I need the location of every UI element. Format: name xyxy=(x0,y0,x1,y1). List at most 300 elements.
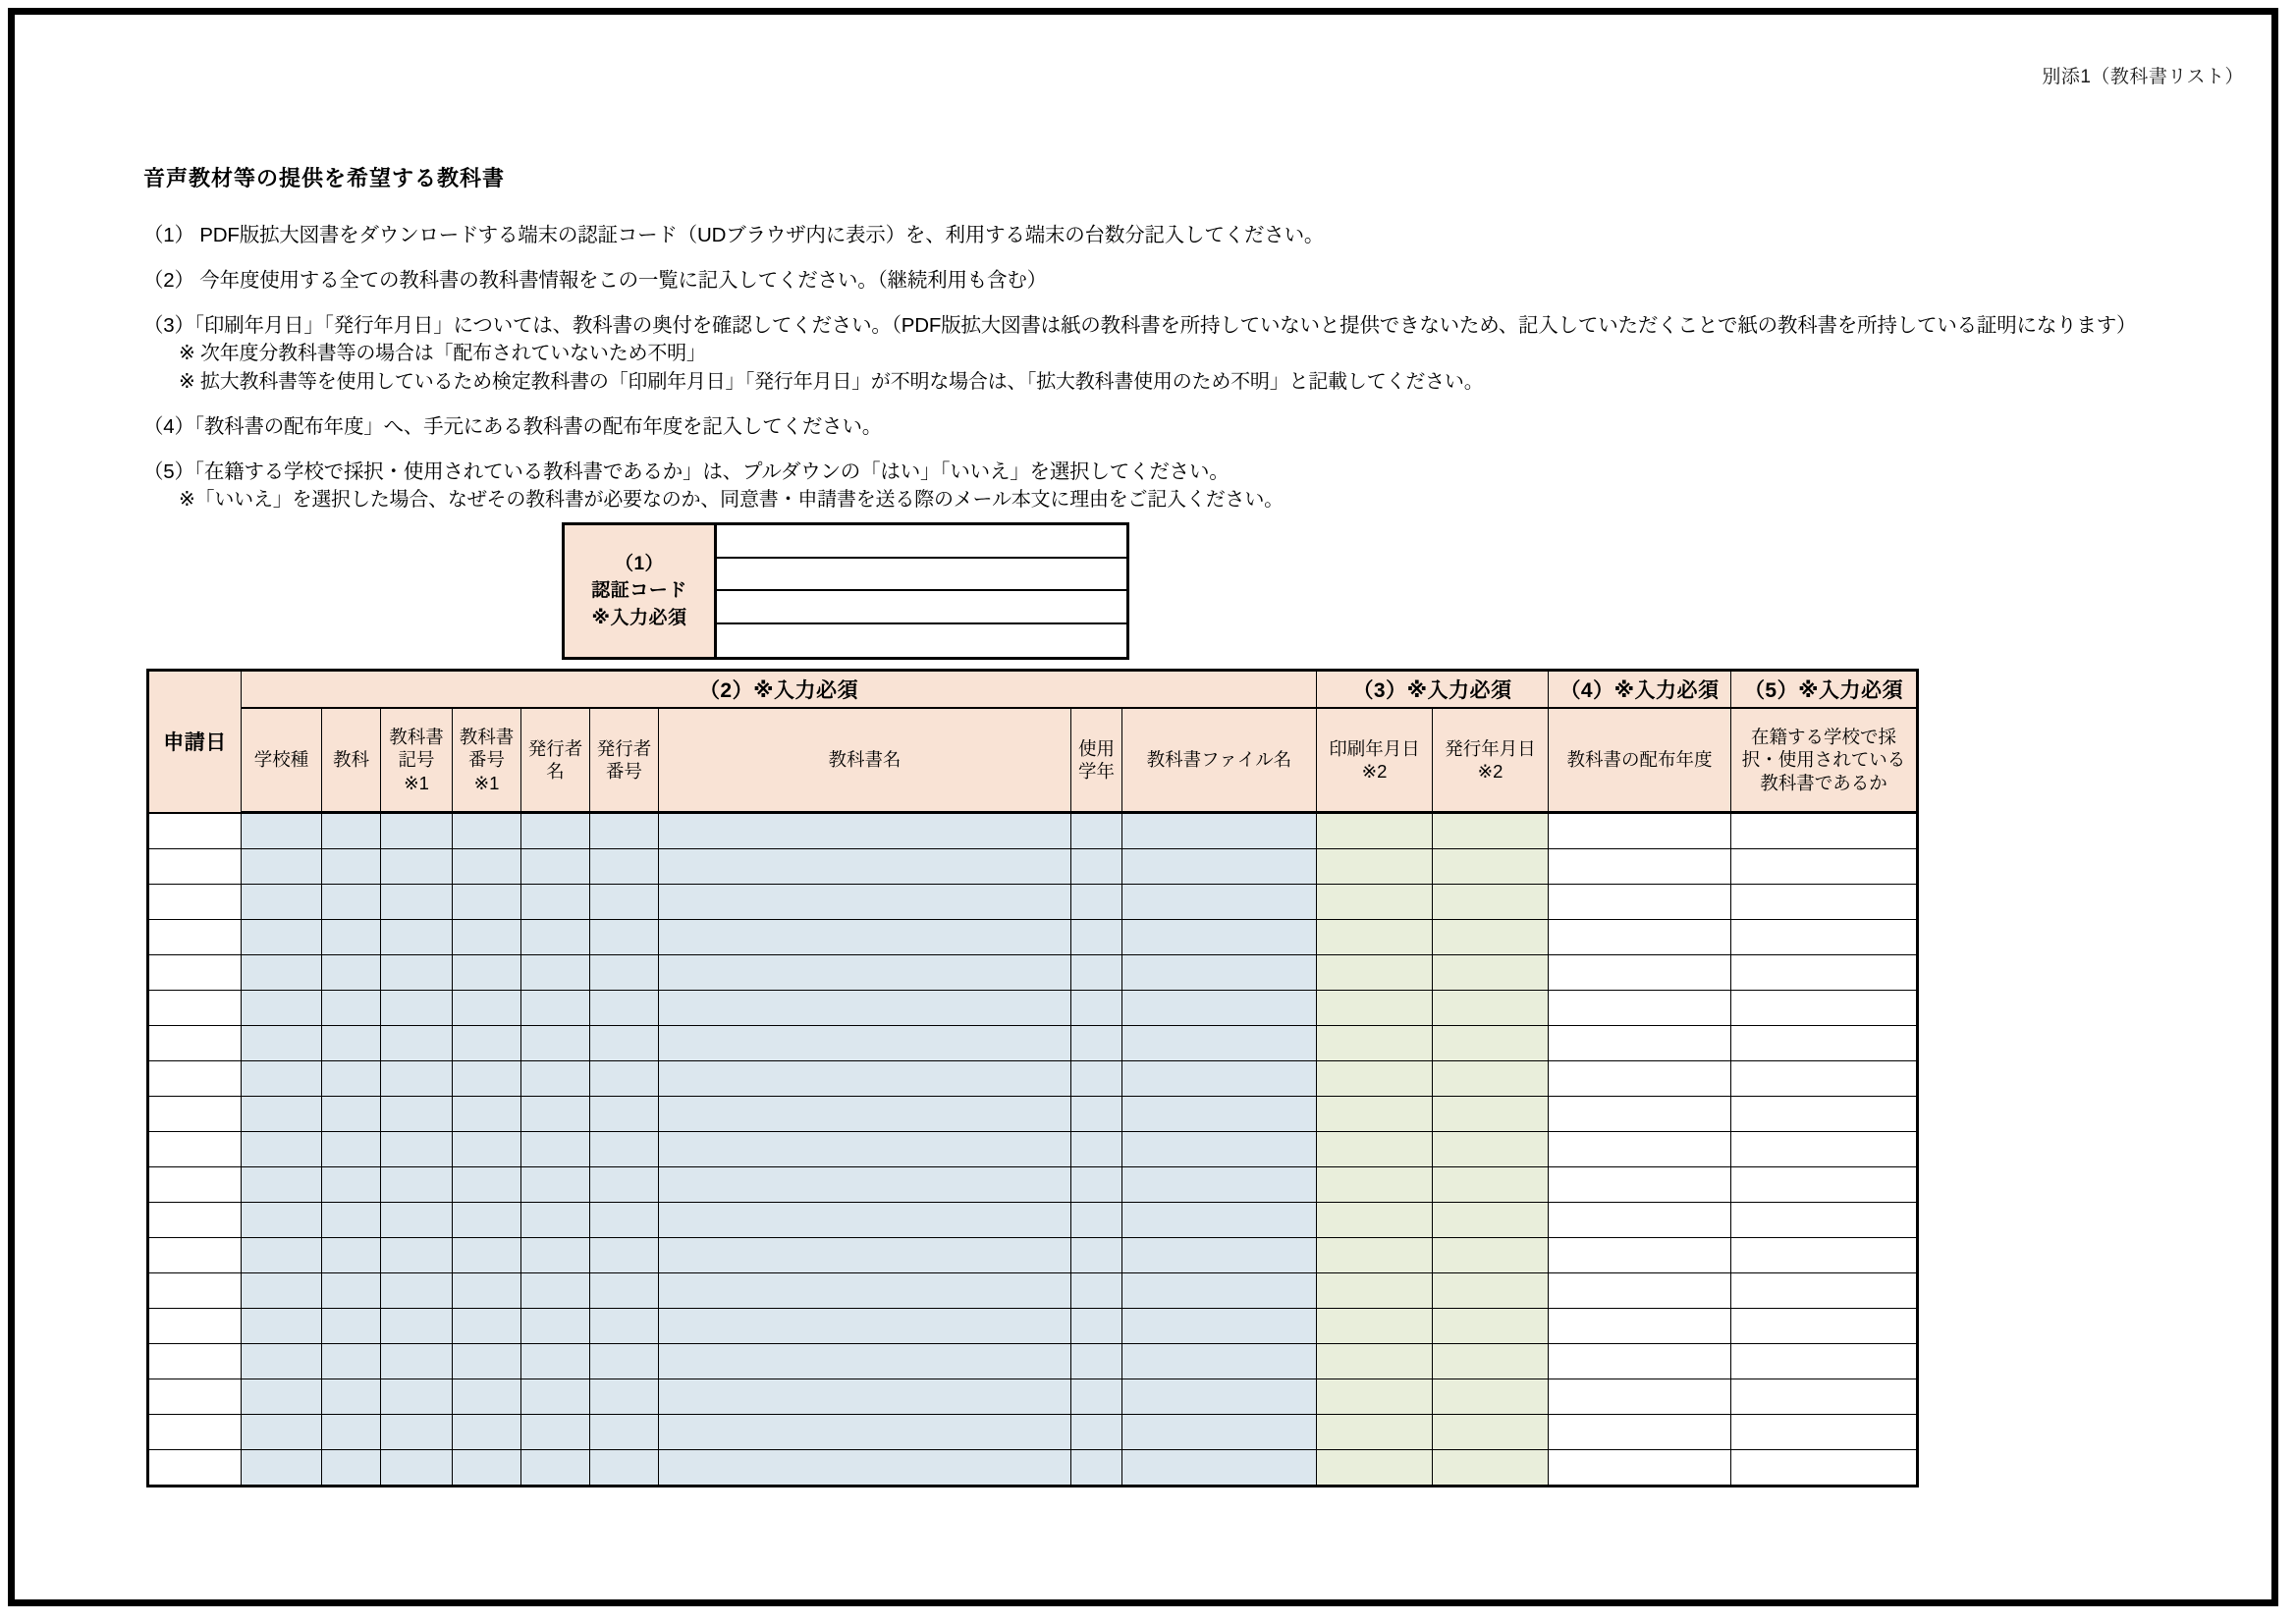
cell-file_name[interactable] xyxy=(1122,1061,1317,1097)
cell-issue_date[interactable] xyxy=(1433,1061,1549,1097)
cell-dist_year[interactable] xyxy=(1549,991,1731,1026)
cell-publisher[interactable] xyxy=(521,1026,590,1061)
cell-pub_number[interactable] xyxy=(590,1132,659,1167)
cell-adopted[interactable] xyxy=(1731,885,1918,920)
cell-apply_date[interactable] xyxy=(148,1379,242,1415)
cell-issue_date[interactable] xyxy=(1433,1167,1549,1203)
cell-book_number[interactable] xyxy=(453,955,521,991)
cell-apply_date[interactable] xyxy=(148,1097,242,1132)
cell-publisher[interactable] xyxy=(521,1167,590,1203)
cell-subject[interactable] xyxy=(322,1167,381,1203)
cell-book_title[interactable] xyxy=(659,1344,1071,1379)
auth-code-input-row[interactable] xyxy=(717,559,1126,592)
cell-grade[interactable] xyxy=(1071,991,1122,1026)
auth-code-input-row[interactable] xyxy=(717,624,1126,658)
cell-issue_date[interactable] xyxy=(1433,1344,1549,1379)
cell-issue_date[interactable] xyxy=(1433,1238,1549,1273)
cell-issue_date[interactable] xyxy=(1433,1097,1549,1132)
cell-adopted[interactable] xyxy=(1731,955,1918,991)
cell-book_title[interactable] xyxy=(659,849,1071,885)
cell-print_date[interactable] xyxy=(1317,1415,1433,1450)
cell-dist_year[interactable] xyxy=(1549,1309,1731,1344)
cell-publisher[interactable] xyxy=(521,955,590,991)
cell-book_number[interactable] xyxy=(453,1026,521,1061)
cell-book_title[interactable] xyxy=(659,1450,1071,1487)
cell-book_number[interactable] xyxy=(453,1167,521,1203)
cell-issue_date[interactable] xyxy=(1433,849,1549,885)
cell-publisher[interactable] xyxy=(521,849,590,885)
instructions-block xyxy=(143,221,2235,531)
cell-book_number[interactable] xyxy=(453,1379,521,1415)
cell-pub_number[interactable] xyxy=(590,1273,659,1309)
cell-book_number[interactable] xyxy=(453,849,521,885)
cell-file_name[interactable] xyxy=(1122,955,1317,991)
cell-book_sign[interactable] xyxy=(381,955,453,991)
cell-subject[interactable] xyxy=(322,1026,381,1061)
cell-file_name[interactable] xyxy=(1122,1097,1317,1132)
cell-publisher[interactable] xyxy=(521,813,590,849)
cell-issue_date[interactable] xyxy=(1433,1309,1549,1344)
cell-print_date[interactable] xyxy=(1317,1203,1433,1238)
cell-file_name[interactable] xyxy=(1122,920,1317,955)
cell-book_title[interactable] xyxy=(659,1273,1071,1309)
header-line: 発行年月日 xyxy=(1445,737,1536,759)
cell-adopted[interactable] xyxy=(1731,1450,1918,1487)
cell-book_number[interactable] xyxy=(453,1344,521,1379)
cell-print_date[interactable] xyxy=(1317,1026,1433,1061)
cell-book_title[interactable] xyxy=(659,991,1071,1026)
cell-school_type[interactable] xyxy=(242,1026,322,1061)
cell-apply_date[interactable] xyxy=(148,1309,242,1344)
cell-dist_year[interactable] xyxy=(1549,885,1731,920)
cell-file_name[interactable] xyxy=(1122,1132,1317,1167)
header-line: 教科書 xyxy=(459,727,515,748)
cell-pub_number[interactable] xyxy=(590,1167,659,1203)
cell-school_type[interactable] xyxy=(242,885,322,920)
cell-grade[interactable] xyxy=(1071,1203,1122,1238)
cell-book_number[interactable] xyxy=(453,1097,521,1132)
cell-adopted[interactable] xyxy=(1731,920,1918,955)
cell-book_number[interactable] xyxy=(453,885,521,920)
cell-print_date[interactable] xyxy=(1317,991,1433,1026)
auth-code-label-line-1: （1） xyxy=(614,553,665,574)
cell-publisher[interactable] xyxy=(521,991,590,1026)
cell-subject[interactable] xyxy=(322,1344,381,1379)
cell-adopted[interactable] xyxy=(1731,1273,1918,1309)
auth-code-input-row[interactable] xyxy=(717,525,1126,559)
cell-book_title[interactable] xyxy=(659,1132,1071,1167)
cell-grade[interactable] xyxy=(1071,955,1122,991)
cell-print_date[interactable] xyxy=(1317,1309,1433,1344)
cell-print_date[interactable] xyxy=(1317,1097,1433,1132)
cell-book_sign[interactable] xyxy=(381,813,453,849)
cell-print_date[interactable] xyxy=(1317,1167,1433,1203)
cell-pub_number[interactable] xyxy=(590,1097,659,1132)
cell-subject[interactable] xyxy=(322,849,381,885)
auth-code-input-row[interactable] xyxy=(717,591,1126,624)
cell-book_title[interactable] xyxy=(659,1415,1071,1450)
cell-pub_number[interactable] xyxy=(590,1203,659,1238)
cell-dist_year[interactable] xyxy=(1549,1132,1731,1167)
cell-issue_date[interactable] xyxy=(1433,1273,1549,1309)
cell-school_type[interactable] xyxy=(242,849,322,885)
cell-issue_date[interactable] xyxy=(1433,885,1549,920)
cell-book_sign[interactable] xyxy=(381,920,453,955)
cell-book_sign[interactable] xyxy=(381,991,453,1026)
cell-book_title[interactable] xyxy=(659,920,1071,955)
cell-book_title[interactable] xyxy=(659,1167,1071,1203)
cell-subject[interactable] xyxy=(322,1061,381,1097)
cell-subject[interactable] xyxy=(322,1309,381,1344)
cell-pub_number[interactable] xyxy=(590,1061,659,1097)
cell-pub_number[interactable] xyxy=(590,885,659,920)
cell-apply_date[interactable] xyxy=(148,1415,242,1450)
cell-dist_year[interactable] xyxy=(1549,1167,1731,1203)
cell-apply_date[interactable] xyxy=(148,1132,242,1167)
cell-grade[interactable] xyxy=(1071,1167,1122,1203)
table-column-header-row xyxy=(148,708,1918,813)
cell-apply_date[interactable] xyxy=(148,1061,242,1097)
cell-file_name[interactable] xyxy=(1122,1309,1317,1344)
cell-file_name[interactable] xyxy=(1122,1203,1317,1238)
cell-book_sign[interactable] xyxy=(381,1415,453,1450)
cell-publisher[interactable] xyxy=(521,1132,590,1167)
cell-book_title[interactable] xyxy=(659,1309,1071,1344)
cell-book_number[interactable] xyxy=(453,1061,521,1097)
cell-book_sign[interactable] xyxy=(381,885,453,920)
cell-school_type[interactable] xyxy=(242,1167,322,1203)
cell-adopted[interactable] xyxy=(1731,1238,1918,1273)
cell-school_type[interactable] xyxy=(242,991,322,1026)
cell-print_date[interactable] xyxy=(1317,1238,1433,1273)
cell-publisher[interactable] xyxy=(521,1344,590,1379)
cell-print_date[interactable] xyxy=(1317,849,1433,885)
cell-grade[interactable] xyxy=(1071,885,1122,920)
cell-print_date[interactable] xyxy=(1317,813,1433,849)
cell-book_sign[interactable] xyxy=(381,849,453,885)
cell-print_date[interactable] xyxy=(1317,1273,1433,1309)
cell-publisher[interactable] xyxy=(521,1203,590,1238)
cell-book_number[interactable] xyxy=(453,1450,521,1487)
cell-book_sign[interactable] xyxy=(381,1097,453,1132)
cell-dist_year[interactable] xyxy=(1549,849,1731,885)
cell-issue_date[interactable] xyxy=(1433,991,1549,1026)
cell-file_name[interactable] xyxy=(1122,1167,1317,1203)
cell-grade[interactable] xyxy=(1071,1238,1122,1273)
cell-grade[interactable] xyxy=(1071,849,1122,885)
cell-school_type[interactable] xyxy=(242,1450,322,1487)
cell-subject[interactable] xyxy=(322,1203,381,1238)
table-head xyxy=(148,671,1918,813)
cell-school_type[interactable] xyxy=(242,1309,322,1344)
cell-book_title[interactable] xyxy=(659,813,1071,849)
cell-subject[interactable] xyxy=(322,920,381,955)
cell-book_sign[interactable] xyxy=(381,1061,453,1097)
cell-adopted[interactable] xyxy=(1731,1203,1918,1238)
cell-publisher[interactable] xyxy=(521,1238,590,1273)
cell-pub_number[interactable] xyxy=(590,849,659,885)
cell-dist_year[interactable] xyxy=(1549,1026,1731,1061)
cell-subject[interactable] xyxy=(322,1238,381,1273)
cell-issue_date[interactable] xyxy=(1433,813,1549,849)
cell-publisher[interactable] xyxy=(521,1415,590,1450)
cell-issue_date[interactable] xyxy=(1433,1026,1549,1061)
instruction-item-1 xyxy=(143,221,2235,249)
cell-school_type[interactable] xyxy=(242,1061,322,1097)
cell-file_name[interactable] xyxy=(1122,849,1317,885)
cell-file_name[interactable] xyxy=(1122,1379,1317,1415)
cell-book_sign[interactable] xyxy=(381,1309,453,1344)
cell-grade[interactable] xyxy=(1071,920,1122,955)
cell-school_type[interactable] xyxy=(242,1415,322,1450)
cell-book_sign[interactable] xyxy=(381,1273,453,1309)
cell-print_date[interactable] xyxy=(1317,1344,1433,1379)
cell-apply_date[interactable] xyxy=(148,1238,242,1273)
cell-apply_date[interactable] xyxy=(148,885,242,920)
cell-adopted[interactable] xyxy=(1731,1379,1918,1415)
cell-book_sign[interactable] xyxy=(381,1379,453,1415)
cell-dist_year[interactable] xyxy=(1549,1061,1731,1097)
header-line: 名 xyxy=(546,761,565,782)
cell-apply_date[interactable] xyxy=(148,813,242,849)
cell-file_name[interactable] xyxy=(1122,1450,1317,1487)
cell-grade[interactable] xyxy=(1071,1309,1122,1344)
cell-book_sign[interactable] xyxy=(381,1203,453,1238)
cell-school_type[interactable] xyxy=(242,920,322,955)
cell-subject[interactable] xyxy=(322,1132,381,1167)
table-group-header-group4: （4）※入力必須 xyxy=(1549,671,1731,709)
cell-book_sign[interactable] xyxy=(381,1344,453,1379)
cell-file_name[interactable] xyxy=(1122,1026,1317,1061)
table-group-header-row xyxy=(148,671,1918,709)
auth-code-input-rows xyxy=(717,525,1126,657)
cell-adopted[interactable] xyxy=(1731,849,1918,885)
cell-pub_number[interactable] xyxy=(590,1309,659,1344)
cell-adopted[interactable] xyxy=(1731,991,1918,1026)
instruction-item-5 xyxy=(143,458,2235,514)
cell-file_name[interactable] xyxy=(1122,991,1317,1026)
cell-book_sign[interactable] xyxy=(381,1026,453,1061)
cell-pub_number[interactable] xyxy=(590,955,659,991)
cell-subject[interactable] xyxy=(322,1379,381,1415)
cell-grade[interactable] xyxy=(1071,1450,1122,1487)
cell-print_date[interactable] xyxy=(1317,885,1433,920)
cell-pub_number[interactable] xyxy=(590,1379,659,1415)
cell-apply_date[interactable] xyxy=(148,955,242,991)
cell-issue_date[interactable] xyxy=(1433,1379,1549,1415)
cell-adopted[interactable] xyxy=(1731,1415,1918,1450)
cell-subject[interactable] xyxy=(322,955,381,991)
cell-grade[interactable] xyxy=(1071,813,1122,849)
table-header-subject xyxy=(322,708,381,813)
cell-book_title[interactable] xyxy=(659,885,1071,920)
cell-dist_year[interactable] xyxy=(1549,1379,1731,1415)
cell-grade[interactable] xyxy=(1071,1344,1122,1379)
cell-apply_date[interactable] xyxy=(148,991,242,1026)
cell-book_title[interactable] xyxy=(659,1061,1071,1097)
cell-publisher[interactable] xyxy=(521,1450,590,1487)
cell-publisher[interactable] xyxy=(521,1273,590,1309)
cell-dist_year[interactable] xyxy=(1549,1273,1731,1309)
cell-subject[interactable] xyxy=(322,813,381,849)
cell-book_number[interactable] xyxy=(453,920,521,955)
cell-apply_date[interactable] xyxy=(148,920,242,955)
cell-apply_date[interactable] xyxy=(148,1203,242,1238)
cell-apply_date[interactable] xyxy=(148,1450,242,1487)
table-row xyxy=(148,1167,1918,1203)
cell-school_type[interactable] xyxy=(242,1344,322,1379)
cell-apply_date[interactable] xyxy=(148,1344,242,1379)
cell-print_date[interactable] xyxy=(1317,1450,1433,1487)
cell-adopted[interactable] xyxy=(1731,1344,1918,1379)
cell-dist_year[interactable] xyxy=(1549,1344,1731,1379)
cell-apply_date[interactable] xyxy=(148,1167,242,1203)
table-row xyxy=(148,1450,1918,1487)
cell-file_name[interactable] xyxy=(1122,813,1317,849)
cell-dist_year[interactable] xyxy=(1549,1203,1731,1238)
cell-book_sign[interactable] xyxy=(381,1238,453,1273)
cell-subject[interactable] xyxy=(322,1097,381,1132)
cell-publisher[interactable] xyxy=(521,1061,590,1097)
cell-dist_year[interactable] xyxy=(1549,955,1731,991)
cell-issue_date[interactable] xyxy=(1433,1203,1549,1238)
table-row xyxy=(148,991,1918,1026)
cell-subject[interactable] xyxy=(322,1450,381,1487)
cell-book_title[interactable] xyxy=(659,1379,1071,1415)
cell-publisher[interactable] xyxy=(521,1097,590,1132)
cell-book_number[interactable] xyxy=(453,1203,521,1238)
instruction-subnote: ※ 拡大教科書等を使用しているため検定教科書の「印刷年月日」「発行年月日」が不明な場合は、「拡大教科書使用のため不明」と記載してください。 xyxy=(179,370,1484,393)
cell-book_number[interactable] xyxy=(453,1132,521,1167)
cell-school_type[interactable] xyxy=(242,955,322,991)
cell-school_type[interactable] xyxy=(242,1273,322,1309)
cell-book_title[interactable] xyxy=(659,1097,1071,1132)
cell-print_date[interactable] xyxy=(1317,1061,1433,1097)
instruction-text: （1） PDF版拡大図書をダウンロードする端末の認証コード（UDブラウザ内に表示）を、利用する端末の台数分記入してください。 xyxy=(143,224,1325,246)
cell-dist_year[interactable] xyxy=(1549,1450,1731,1487)
cell-adopted[interactable] xyxy=(1731,813,1918,849)
cell-book_number[interactable] xyxy=(453,1273,521,1309)
table-row xyxy=(148,1379,1918,1415)
table-row xyxy=(148,1415,1918,1450)
cell-book_sign[interactable] xyxy=(381,1132,453,1167)
cell-book_title[interactable] xyxy=(659,1238,1071,1273)
cell-file_name[interactable] xyxy=(1122,1415,1317,1450)
cell-subject[interactable] xyxy=(322,1415,381,1450)
cell-publisher[interactable] xyxy=(521,885,590,920)
header-line: 記号 xyxy=(398,749,435,771)
cell-print_date[interactable] xyxy=(1317,1379,1433,1415)
cell-issue_date[interactable] xyxy=(1433,955,1549,991)
cell-pub_number[interactable] xyxy=(590,920,659,955)
auth-code-label-line-3: ※入力必須 xyxy=(591,607,687,628)
cell-adopted[interactable] xyxy=(1731,1026,1918,1061)
cell-school_type[interactable] xyxy=(242,1379,322,1415)
cell-book_title[interactable] xyxy=(659,955,1071,991)
page-title: 音声教材等の提供を希望する教科書 xyxy=(143,166,506,190)
cell-dist_year[interactable] xyxy=(1549,813,1731,849)
cell-dist_year[interactable] xyxy=(1549,1238,1731,1273)
cell-school_type[interactable] xyxy=(242,1203,322,1238)
cell-school_type[interactable] xyxy=(242,1097,322,1132)
cell-apply_date[interactable] xyxy=(148,1026,242,1061)
cell-book_sign[interactable] xyxy=(381,1167,453,1203)
cell-issue_date[interactable] xyxy=(1433,1450,1549,1487)
cell-subject[interactable] xyxy=(322,885,381,920)
cell-publisher[interactable] xyxy=(521,1309,590,1344)
cell-publisher[interactable] xyxy=(521,1379,590,1415)
cell-print_date[interactable] xyxy=(1317,920,1433,955)
table-header-pub_number xyxy=(590,708,659,813)
auth-code-label-line-2: 認証コード xyxy=(591,580,687,602)
cell-subject[interactable] xyxy=(322,991,381,1026)
cell-pub_number[interactable] xyxy=(590,1238,659,1273)
cell-book_sign[interactable] xyxy=(381,1450,453,1487)
cell-grade[interactable] xyxy=(1071,1097,1122,1132)
cell-adopted[interactable] xyxy=(1731,1061,1918,1097)
cell-apply_date[interactable] xyxy=(148,1273,242,1309)
cell-pub_number[interactable] xyxy=(590,1026,659,1061)
cell-issue_date[interactable] xyxy=(1433,1132,1549,1167)
cell-apply_date[interactable] xyxy=(148,849,242,885)
cell-subject[interactable] xyxy=(322,1273,381,1309)
cell-file_name[interactable] xyxy=(1122,885,1317,920)
cell-adopted[interactable] xyxy=(1731,1309,1918,1344)
cell-book_number[interactable] xyxy=(453,991,521,1026)
cell-grade[interactable] xyxy=(1071,1026,1122,1061)
cell-book_number[interactable] xyxy=(453,813,521,849)
cell-pub_number[interactable] xyxy=(590,991,659,1026)
cell-pub_number[interactable] xyxy=(590,1415,659,1450)
table-header-book_sign xyxy=(381,708,453,813)
cell-print_date[interactable] xyxy=(1317,1132,1433,1167)
cell-school_type[interactable] xyxy=(242,813,322,849)
cell-print_date[interactable] xyxy=(1317,955,1433,991)
cell-grade[interactable] xyxy=(1071,1132,1122,1167)
cell-adopted[interactable] xyxy=(1731,1097,1918,1132)
table-group-header-group2: （2）※入力必須 xyxy=(242,671,1317,709)
cell-dist_year[interactable] xyxy=(1549,1415,1731,1450)
cell-issue_date[interactable] xyxy=(1433,920,1549,955)
cell-dist_year[interactable] xyxy=(1549,920,1731,955)
cell-file_name[interactable] xyxy=(1122,1238,1317,1273)
cell-book_title[interactable] xyxy=(659,1203,1071,1238)
cell-dist_year[interactable] xyxy=(1549,1097,1731,1132)
cell-grade[interactable] xyxy=(1071,1379,1122,1415)
cell-file_name[interactable] xyxy=(1122,1344,1317,1379)
cell-adopted[interactable] xyxy=(1731,1132,1918,1167)
cell-grade[interactable] xyxy=(1071,1273,1122,1309)
cell-adopted[interactable] xyxy=(1731,1167,1918,1203)
cell-issue_date[interactable] xyxy=(1433,1415,1549,1450)
cell-pub_number[interactable] xyxy=(590,1344,659,1379)
cell-book_title[interactable] xyxy=(659,1026,1071,1061)
cell-book_number[interactable] xyxy=(453,1309,521,1344)
cell-grade[interactable] xyxy=(1071,1415,1122,1450)
cell-pub_number[interactable] xyxy=(590,813,659,849)
cell-school_type[interactable] xyxy=(242,1132,322,1167)
cell-publisher[interactable] xyxy=(521,920,590,955)
cell-book_number[interactable] xyxy=(453,1238,521,1273)
header-line: 教科書の配布年度 xyxy=(1566,749,1713,771)
cell-book_number[interactable] xyxy=(453,1415,521,1450)
table-header-grade xyxy=(1071,708,1122,813)
cell-school_type[interactable] xyxy=(242,1238,322,1273)
cell-file_name[interactable] xyxy=(1122,1273,1317,1309)
table-row xyxy=(148,849,1918,885)
cell-pub_number[interactable] xyxy=(590,1450,659,1487)
cell-grade[interactable] xyxy=(1071,1061,1122,1097)
